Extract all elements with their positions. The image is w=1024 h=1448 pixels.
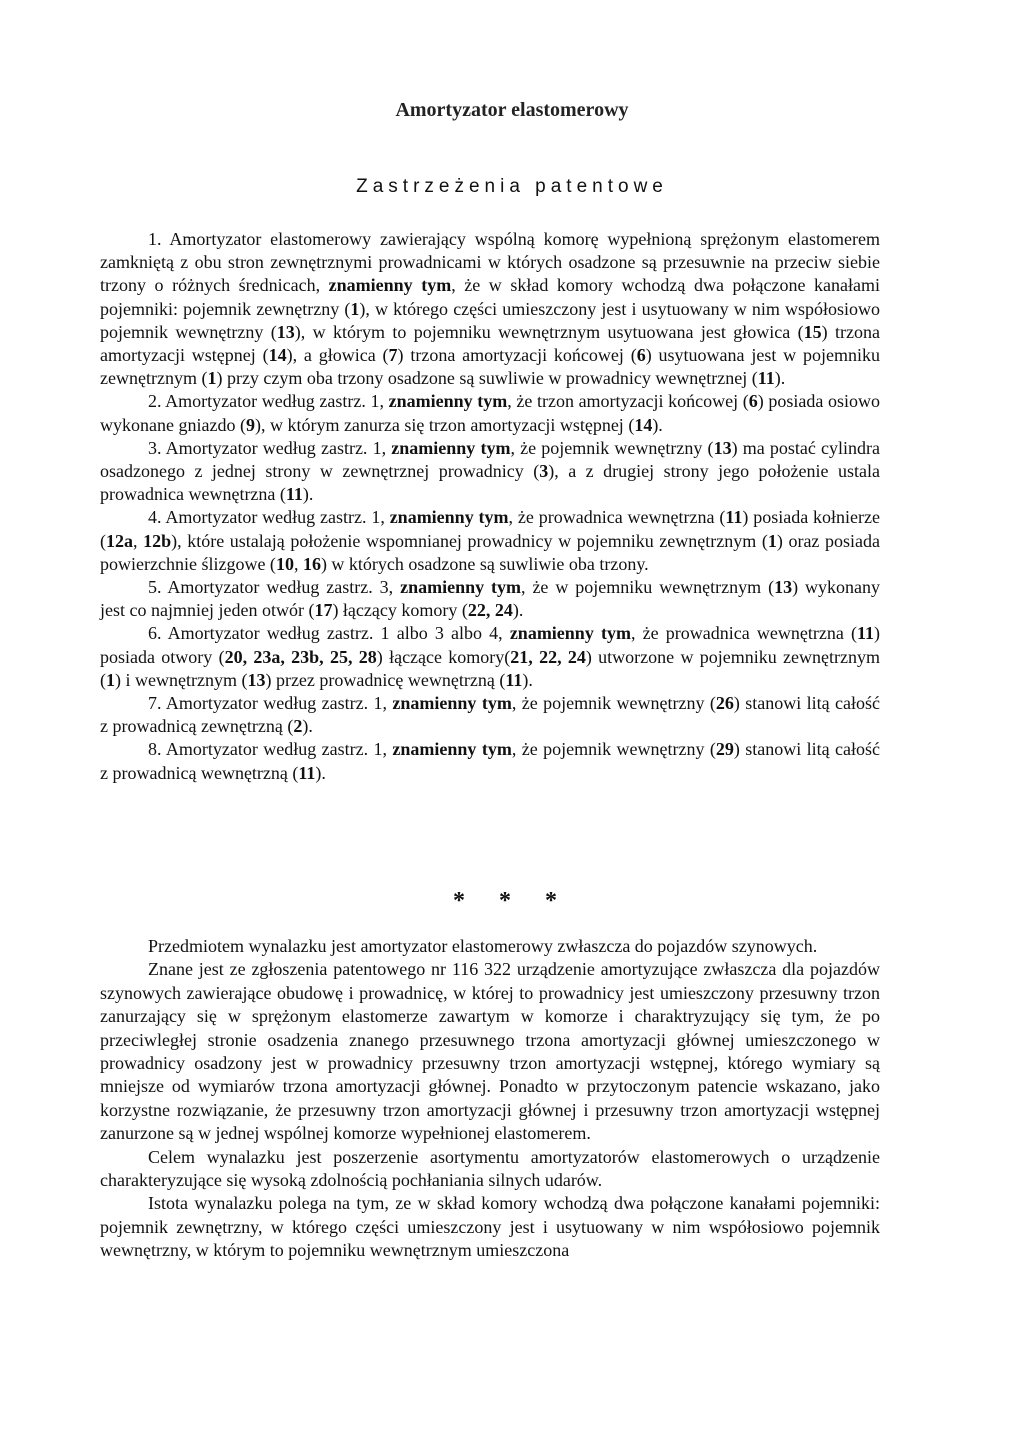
claim-text: ) posiada osiowo wykonane gniazdo ( — [100, 391, 881, 435]
claim-emphasis: znamienny tym — [392, 693, 512, 714]
claim-text: ). — [512, 600, 524, 621]
claim-emphasis: znamienny tym — [388, 391, 508, 412]
claim-emphasis: znamienny tym — [392, 739, 512, 760]
claim-text: ) usytuowana jest w pojemniku zewnętrznym ( — [100, 345, 880, 389]
claim-emphasis: 11 — [725, 507, 743, 528]
claim-emphasis: 26 — [715, 693, 734, 714]
claim-text: 8. Amortyzator według zastrz. 1, — [148, 739, 393, 760]
claim-text: ) trzona amortyzacji końcowej ( — [397, 345, 637, 366]
claim-emphasis: 11 — [505, 669, 523, 690]
claim-text: ) w których osadzone są suwliwie oba trzony. — [320, 553, 649, 574]
claim-text: ), w którym to pojemniku wewnętrznym usytuowana jest głowica ( — [294, 321, 804, 342]
description-paragraph: Istota wynalazku polega na tym, ze w skład komory wchodzą dwa połączone kanałami pojemniki: pojemnik zewnętrzny, w którego części umieszczony jest i usytuowany w nim współosiowo pojemnik wewnętrzny, w którym to pojemniku wewnętrznym umieszczona — [100, 1193, 880, 1261]
claim-emphasis: 12a — [106, 530, 133, 551]
claim-text: ) trzona amortyzacji wstępnej ( — [100, 321, 880, 366]
claim-text: , że pojemnik wewnętrzny ( — [510, 437, 714, 458]
claim-text: , że prowadnica wewnętrzna ( — [630, 623, 857, 644]
claim-emphasis: 22, 24 — [467, 600, 513, 621]
claim-text: ), w którym zanurza się trzon amortyzacji wstępnej ( — [254, 414, 635, 435]
claim-text: 6. Amortyzator według zastrz. 1 albo 3 albo 4, — [148, 623, 510, 644]
claim-paragraph — [100, 622, 880, 692]
claim-text: , że w pojemniku wewnętrznym ( — [521, 577, 775, 598]
claim-text: ) wykonany jest co najmniej jeden otwór ( — [100, 577, 881, 621]
claim-text: ) oraz posiada powierzchnie ślizgowe ( — [100, 530, 881, 574]
claim-text: ) stanowi litą całość z prowadnicą wewnętrzną ( — [100, 739, 880, 783]
claim-text: ). — [315, 762, 326, 783]
claim-emphasis: 14 — [268, 345, 287, 366]
claim-paragraph — [100, 228, 880, 390]
claim-text: ) przez prowadnicę wewnętrzną ( — [265, 669, 506, 690]
claim-emphasis: znamienny tym — [509, 623, 631, 644]
claim-text: ) ma postać cylindra osadzonego z jednej strony w zewnętrznej prowadnicy ( — [100, 437, 881, 482]
claim-emphasis: 10 — [275, 553, 294, 574]
claim-emphasis: 6 — [636, 345, 646, 366]
claim-paragraph — [100, 390, 880, 436]
claim-text: 5. Amortyzator według zastrz. 3, — [148, 577, 401, 598]
claim-text: , że pojemnik wewnętrzny ( — [511, 739, 716, 760]
description-paragraph: Celem wynalazku jest poszerzenie asortymentu amortyzatorów elastomerowych o urządzenie charakteryzujące się wysoką zdolnością pochłaniania silnych udarów. — [100, 1146, 880, 1191]
section-separator: * * * — [453, 888, 571, 914]
claim-text: ). — [302, 716, 313, 737]
claim-emphasis: 15 — [803, 321, 822, 342]
claim-text: ) posiada kołnierze ( — [100, 507, 881, 551]
claim-text: ) utworzone w pojemniku zewnętrznym ( — [100, 646, 880, 690]
claim-emphasis: 13 — [774, 577, 793, 598]
claim-text: ) stanowi litą całość z prowadnicą zewnętrzną ( — [100, 693, 880, 737]
claim-text: ) posiada otwory ( — [100, 623, 880, 667]
claim-emphasis: znamienny tym — [400, 577, 522, 598]
claim-text: 3. Amortyzator według zastrz. 1, — [148, 437, 392, 458]
description-paragraph: Przedmiotem wynalazku jest amortyzator elastomerowy zwłaszcza do pojazdów szynowych. — [148, 936, 818, 956]
claim-emphasis: 11 — [757, 368, 775, 389]
claim-text: ), a z drugiej strony jego położenie ustala prowadnica wewnętrzna ( — [100, 461, 880, 505]
claim-text: ). — [522, 669, 533, 690]
claim-emphasis: znamienny tym — [328, 275, 452, 296]
claim-text: , — [133, 530, 144, 551]
claim-emphasis: 2 — [293, 716, 303, 737]
claim-emphasis: 1 — [106, 669, 115, 690]
claim-paragraph — [100, 576, 880, 622]
claim-text: ). — [302, 484, 314, 505]
claim-emphasis: 11 — [298, 762, 316, 783]
claim-emphasis: 21, 22, 24 — [510, 646, 586, 667]
claim-text: , że trzon amortyzacji końcowej ( — [507, 391, 749, 412]
claim-text: ), a głowica ( — [286, 345, 389, 366]
claim-emphasis: 13 — [276, 321, 295, 342]
claim-emphasis: znamienny tym — [391, 437, 511, 458]
document-title: Amortyzator elastomerowy — [395, 99, 629, 121]
claim-text: ), które ustalają położenie wspomnianej prowadnicy w pojemniku zewnętrznym ( — [171, 530, 768, 551]
claim-emphasis: 14 — [634, 414, 653, 435]
claim-emphasis: 6 — [748, 391, 758, 412]
claim-text: ) i wewnętrznym ( — [115, 669, 248, 690]
claim-text: , że pojemnik wewnętrzny ( — [511, 693, 716, 714]
claim-emphasis: 17 — [314, 600, 333, 621]
claim-emphasis: 20, 23a, 23b, 25, 28 — [224, 646, 377, 667]
claim-emphasis: 11 — [856, 623, 874, 644]
claim-emphasis: 1 — [767, 530, 777, 551]
claim-emphasis: 13 — [247, 669, 266, 690]
claim-emphasis: 13 — [713, 437, 732, 458]
claim-emphasis: znamienny tym — [389, 507, 509, 528]
claim-emphasis: 1 — [207, 368, 217, 389]
claim-emphasis: 3 — [539, 461, 549, 482]
claim-emphasis: 7 — [388, 345, 398, 366]
section-heading: Zastrzeżenia patentowe — [356, 176, 668, 197]
claim-text: ). — [774, 368, 786, 389]
claim-text: ) łączący komory ( — [332, 600, 468, 621]
claim-emphasis: 9 — [245, 414, 255, 435]
claim-text: ) przy czym oba trzony osadzone są suwliwie w prowadnicy wewnętrznej ( — [216, 368, 758, 389]
claims-list — [100, 228, 880, 785]
claim-emphasis: 12b — [143, 530, 172, 551]
claim-emphasis: 1 — [350, 298, 360, 319]
description-paragraph: Znane jest ze zgłoszenia patentowego nr 116 322 urządzenie amortyzujące zwłaszcza dla pojazdów szynowych zawierające obudowę i prowadnicę, w której to prowadnicy jest umieszczony przesuwny trzon zanurzający się w sprężonym elastomerze zawartym w komorze i charaktryzujący się tym, że po przeciwległej stronie osadzenia znanego przesuwnego trzona amortyzacji głównej umieszczonego w prowadnicy osadzony jest w prowadnicy przesuwny trzon amortyzacji wstępnej, którego wymiary są mniejsze od wymiarów trzona amortyzacji głównej. Ponadto w przytoczonym patencie wskazano, jako korzystne rozwiązanie, że przesuwny trzon amortyzacji głównej i przesuwny trzon amortyzacji wstępnej zanurzone są w jednej wspólnej komorze wypełnionej elastomerem. — [100, 959, 880, 1144]
claim-paragraph — [100, 692, 880, 738]
claim-text: 2. Amortyzator według zastrz. 1, — [148, 391, 389, 412]
claim-emphasis: 29 — [715, 739, 734, 760]
claim-text: , że prowadnica wewnętrzna ( — [508, 507, 726, 528]
description-body — [100, 935, 880, 1263]
claim-text: , że w skład komory wchodzą dwa połączone kanałami pojemniki: pojemnik zewnętrzny ( — [100, 275, 880, 319]
claim-text: 7. Amortyzator według zastrz. 1, — [148, 693, 393, 714]
claim-paragraph — [100, 738, 880, 784]
claim-text: 4. Amortyzator według zastrz. 1, — [148, 507, 390, 528]
claim-emphasis: 11 — [285, 484, 303, 505]
claim-text: ). — [652, 414, 663, 435]
claim-paragraph — [100, 506, 880, 576]
claim-paragraph — [100, 437, 880, 507]
claim-text: 1. Amortyzator elastomerowy zawierający wspólną komorę wypełnioną sprężonym elastomerem zamkniętą z obu stron zewnętrznymi prowadnicami w których osadzone są przesuwnie na przeciw siebie trzony o różnych średnicach, — [100, 229, 880, 296]
claim-text: , — [293, 553, 303, 574]
claim-emphasis: 16 — [302, 553, 321, 574]
claim-text: ) łączące komory( — [376, 646, 511, 667]
claim-text: ), w którego części umieszczony jest i usytuowany w nim współosiowo pojemnik wewnętrzny ( — [100, 298, 881, 342]
